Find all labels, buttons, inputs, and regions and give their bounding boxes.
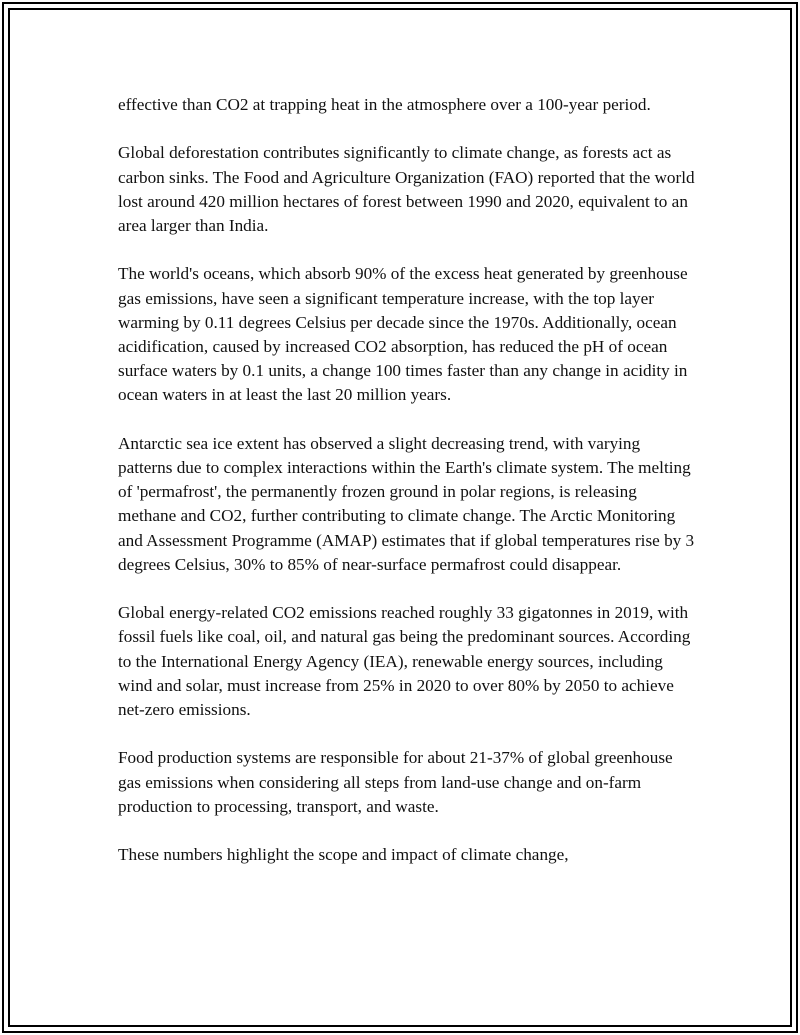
paragraph-conclusion: These numbers highlight the scope and impact of climate change, xyxy=(118,845,569,865)
paragraph-oceans: The world's oceans, which absorb 90% of the excess heat generated by greenhouse gas emissions, have seen a significant temperature increase, with the top layer warming by 0.11 degrees Celsius per decade since the 1970s. Additionally, ocean acidification, caused by increased CO2 absorption, has reduced the pH of ocean surface waters by 0.1 units, a change 100 times faster than any change in acidity in ocean waters in at least the last 20 million years. xyxy=(118,264,688,405)
paragraph-antarctic-permafrost: Antarctic sea ice extent has observed a slight decreasing trend, with varying patterns due to complex interactions within the Earth's climate system. The melting of 'permafrost', the permanently frozen ground in polar regions, is releasing methane and CO2, further contributing to climate change. The Arctic Monitoring and Assessment Programme (AMAP) estimates that if global temperatures rise by 3 degrees Celsius, 30% to 85% of near-surface permafrost could disappear. xyxy=(118,433,695,574)
paragraph-food-production: Food production systems are responsible for about 21-37% of global greenhouse gas emissions when considering all steps from land-use change and on-farm production to processing, transport, and waste. xyxy=(118,748,673,816)
paragraph-methane-effectiveness: effective than CO2 at trapping heat in the atmosphere over a 100-year period. xyxy=(118,95,651,114)
document-body xyxy=(118,93,698,892)
paragraph-energy-emissions: Global energy-related CO2 emissions reached roughly 33 gigatonnes in 2019, with fossil fuels like coal, oil, and natural gas being the predominant sources. According to the International Energy Agency (IEA), renewable energy sources, including wind and solar, must increase from 25% in 2020 to over 80% by 2050 to achieve net-zero emissions. xyxy=(118,603,691,720)
paragraph-deforestation: Global deforestation contributes significantly to climate change, as forests act as carbon sinks. The Food and Agriculture Organization (FAO) reported that the world lost around 420 million hectares of forest between 1990 and 2020, equivalent to an area larger than India. xyxy=(118,143,695,235)
